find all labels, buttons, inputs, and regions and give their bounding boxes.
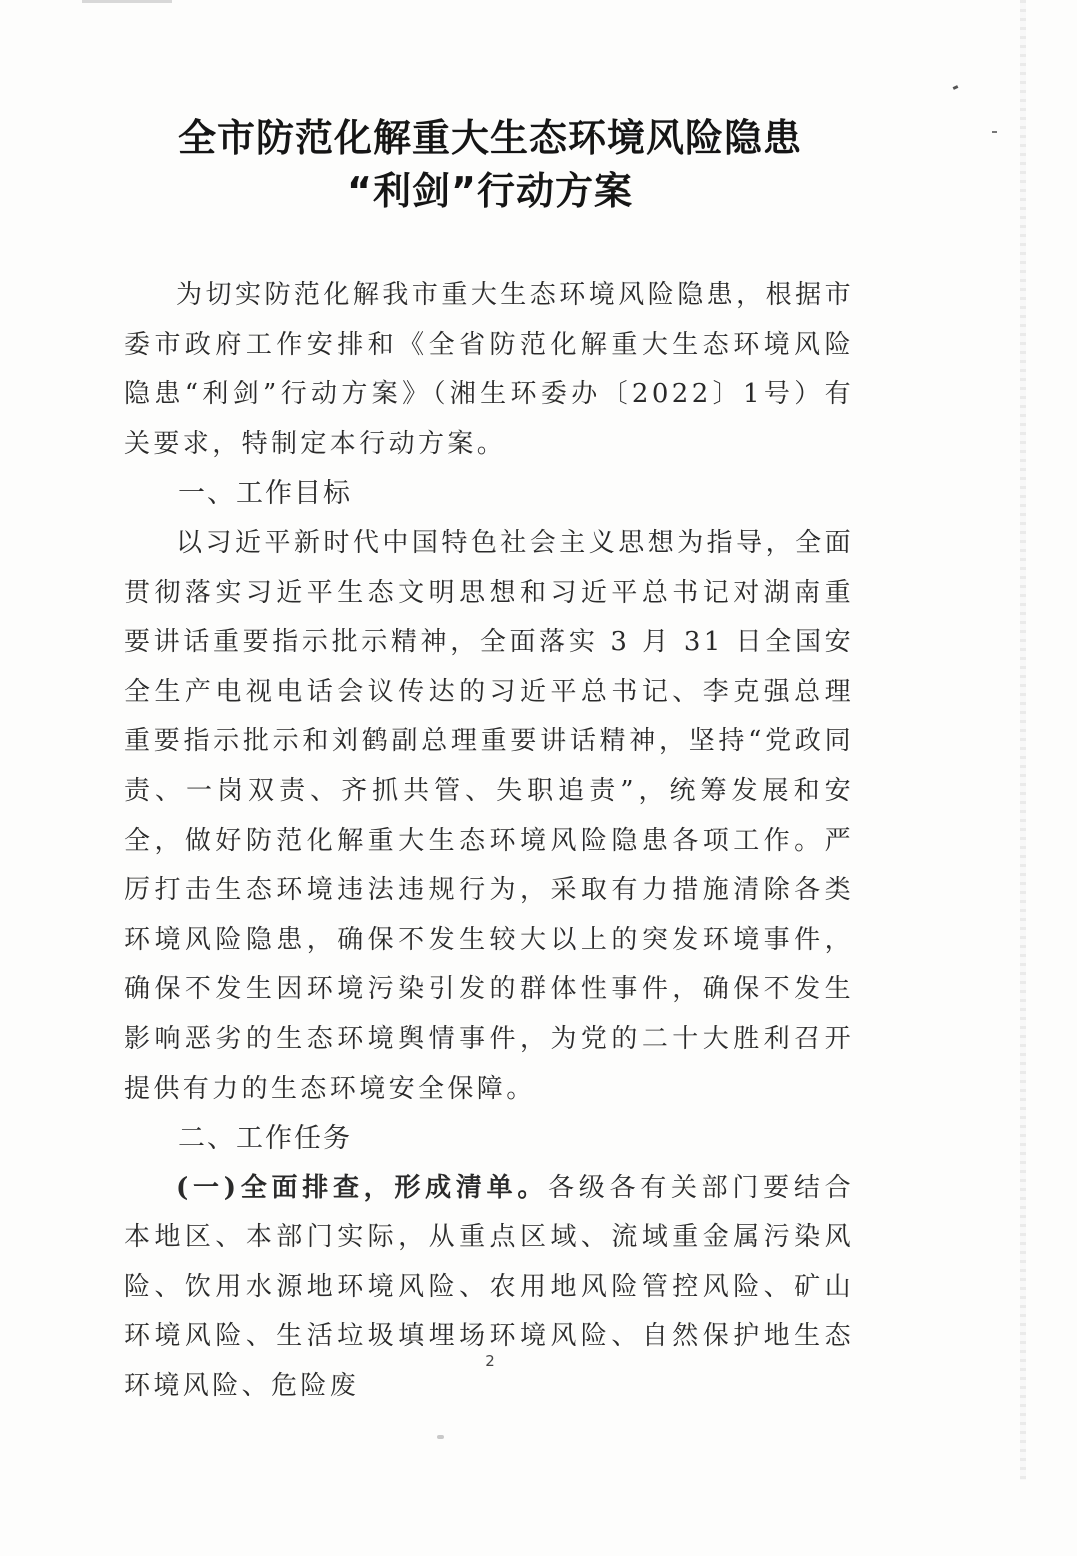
section-heading-tasks: 二、工作任务: [178, 1123, 352, 1155]
document-title-line-1: 全市防范化解重大生态环境风险隐患: [177, 116, 802, 160]
scan-speck: [437, 1435, 444, 1439]
task-1-lead: (一)全面排查，形成清单。: [176, 1172, 549, 1203]
scan-speck: [953, 85, 959, 90]
scan-speck: [992, 131, 997, 133]
document-title-line-2: “利剑”行动方案: [347, 169, 633, 213]
scan-edge: [1020, 0, 1026, 1480]
task-1-paragraph: [124, 1164, 854, 1412]
intro-paragraph: 为切实防范化解我市重大生态环境风险隐患，根据市委市政府工作安排和《全省防范化解重大生态环境风险隐患“利剑”行动方案》（湘生环委办〔2022〕1号）有关要求，特制定本行动方案。: [124, 280, 854, 459]
task-1-text: 各级各有关部门要结合本地区、本部门实际，从重点区域、流域重金属污染风险、饮用水源地环境风险、农用地风险管控风险、矿山环境风险、生活垃圾填埋场环境风险、自然保护地生态环境风险、危险废: [124, 1172, 854, 1402]
section-heading-goals: 一、工作目标: [178, 478, 352, 510]
document-body: [124, 271, 854, 1412]
page-number: 2: [485, 1352, 495, 1370]
goals-paragraph: 以习近平新时代中国特色社会主义思想为指导，全面贯彻落实习近平生态文明思想和习近平总书记对湖南重要讲话重要指示批示精神，全面落实 3 月 31 日全国安全生产电视电话会议传达的习近平总书记、李克强总理重要指示批示和刘鹤副总理重要讲话精神，坚持“党政同责、一岗双责、齐抓共管、失职追责”，统筹发展和安全，做好防范化解重大生态环境风险隐患各项工作。严厉打击生态环境违法违规行为，采取有力措施清除各类环境风险隐患，确保不发生较大以上的突发环境事件，确保不发生因环境污染引发的群体性事件，确保不发生影响恶劣的生态环境舆情事件，为党的二十大胜利召开提供有力的生态环境安全保障。: [124, 527, 854, 1104]
scan-corner-mark: [82, 0, 172, 3]
